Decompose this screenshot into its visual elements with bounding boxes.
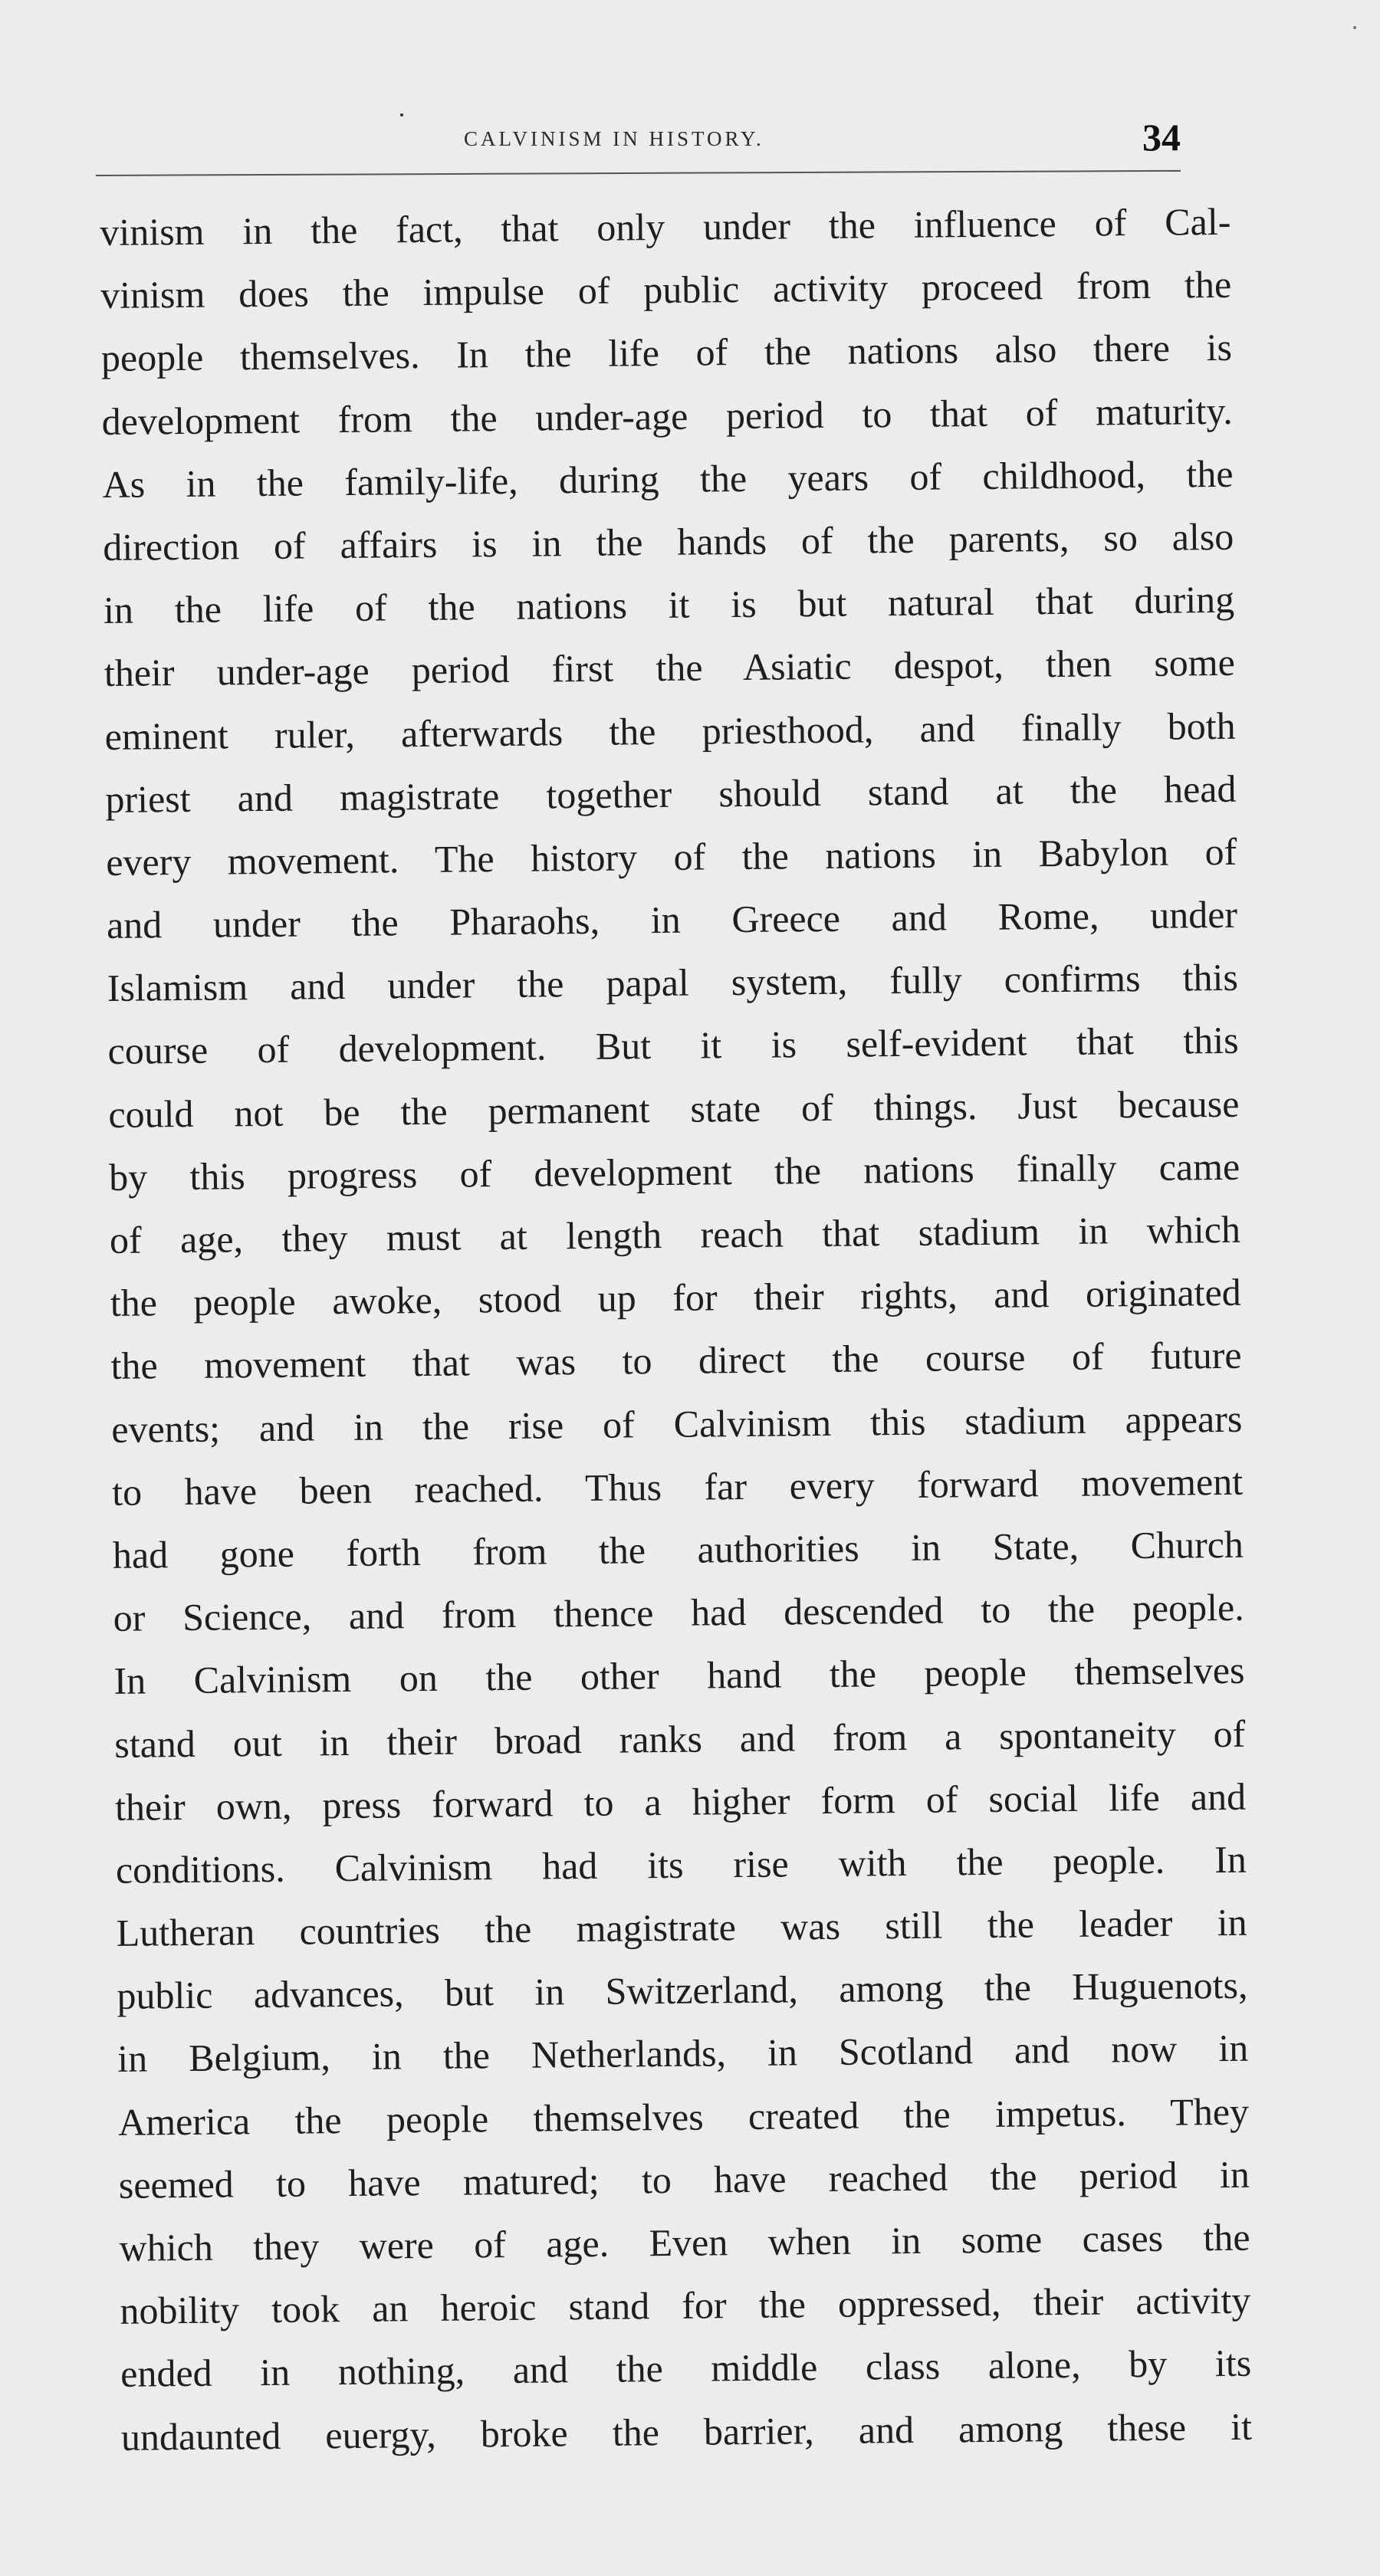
text-line: in Belgium, in the Netherlands, in Scotland and now in (117, 2026, 1249, 2081)
text-line: As in the family-life, during the years of childhood, the (102, 451, 1234, 506)
text-line: their own, press forward to a higher form of social life and (114, 1774, 1247, 1829)
text-line: Islamism and under the papal system, fully confirms this (107, 956, 1239, 1010)
text-line: eminent ruler, afterwards the priesthood, and finally both (104, 704, 1236, 758)
text-line: which they were of age. Even when in some cases the (119, 2215, 1250, 2269)
text-line: undaunted euergy, broke the barrier, and among these it (120, 2404, 1253, 2459)
text-line: seemed to have matured; to have reached the period in (118, 2152, 1250, 2207)
text-line: in the life of the nations it is but natural that during (103, 577, 1235, 632)
text-line: direction of affairs is in the hands of the parents, so also (103, 514, 1234, 569)
text-line: nobility took an heroic stand for the oppressed, their activity (120, 2278, 1251, 2333)
text-line: people themselves. In the life of the nations also there is (100, 326, 1233, 380)
text-line: public advances, but in Switzerland, among the Huguenots, (117, 1963, 1248, 2018)
text-line: or Science, and from thence had descended to the people. (113, 1585, 1244, 1640)
text-line: course of development. But it is self-evident that this (107, 1019, 1239, 1073)
body-text (100, 190, 1252, 2469)
text-line: the people awoke, stood up for their rights, and originated (110, 1270, 1242, 1325)
text-line: stand out in their broad ranks and from a spontaneity of (114, 1711, 1246, 1766)
text-line: the movement that was to direct the course of future (110, 1334, 1242, 1388)
text-line: ended in nothing, and the middle class alone, by its (120, 2341, 1252, 2396)
text-line: America the people themselves created the impetus. They (117, 2089, 1250, 2144)
text-line: by this progress of development the nations finally came (108, 1144, 1240, 1199)
page-number: 34 (1142, 116, 1181, 159)
text-line: had gone forth from the authorities in State, Church (112, 1522, 1244, 1577)
text-line: to have been reached. Thus far every forward movement (111, 1459, 1244, 1514)
text-line: priest and magistrate together should stand at the head (105, 766, 1237, 821)
text-line: every movement. The history of the nations in Babylon of (106, 829, 1237, 884)
scan-speck (1353, 26, 1356, 29)
text-line: of age, they must at length reach that stadium in which (109, 1207, 1241, 1262)
running-head: CALVINISM IN HISTORY. (464, 127, 764, 150)
text-line: and under the Pharaohs, in Greece and Rome, under (106, 892, 1238, 947)
text-line: vinism does the impulse of public activity proceed from the (100, 263, 1232, 317)
text-line: events; and in the rise of Calvinism this stadium appears (111, 1396, 1243, 1451)
text-line: vinism in the fact, that only under the influence of Cal- (100, 199, 1231, 254)
text-line: development from the under-age period to that of maturity. (101, 389, 1233, 443)
text-line: their under-age period first the Asiatic despot, then some (104, 641, 1236, 695)
text-line: could not be the permanent state of things. Just because (108, 1081, 1240, 1136)
text-line: In Calvinism on the other hand the people themselves (113, 1649, 1245, 1703)
text-line: conditions. Calvinism had its rise with the people. In (115, 1837, 1247, 1892)
text-line: Lutheran countries the magistrate was still the leader in (116, 1900, 1247, 1954)
